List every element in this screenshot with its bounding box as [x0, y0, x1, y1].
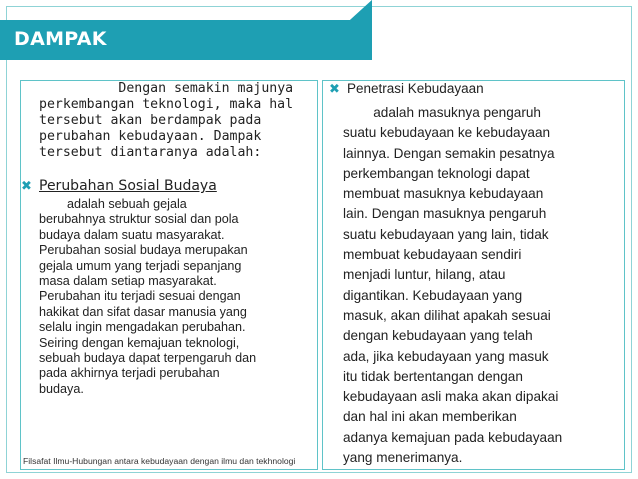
bullet-x-icon: ✖: [21, 179, 32, 194]
left-column: [20, 80, 318, 470]
bullet-x-icon: ✖: [329, 82, 340, 97]
slide-title: DAMPAK: [14, 28, 107, 50]
perubahan-body-text: adalah sebuah gejala berubahnya struktur sosial dan pola budaya dalam suatu masyarakat. Perubahan sosial budaya merupakan gejala umum yang terjadi sepanjang masa dalam setiap masyarakat. Perubahan itu terjadi sesuai dengan hakikat dan sifat dasar manusia yang selalu ingin mengadakan perubahan. Seiring dengan kemajuan teknologi, sebuah budaya dapat terpengaruh dan pada akhirnya terjadi perubahan budaya.: [39, 197, 257, 396]
penetrasi-body-text: adalah masuknya pengaruh suatu kebudayaan ke kebudayaan lainnya. Dengan semakin pesatnya perkembangan teknologi dapat membuat masuknya kebudayaan lain. Dengan masuknya pengaruh suatu kebudayaan yang lain, tidak membuat kebudayaan sendiri menjadi luntur, hilang, atau digantikan. Kebudayaan yang masuk, akan dilihat apakah sesuai dengan kebudayaan yang telah ada, jika kebudayaan yang masuk itu tidak bertentangan dengan kebudayaan asli maka akan dipakai dan hal ini akan memberikan adanya kemajuan pada kebudayaan yang menerimanya.: [343, 105, 563, 466]
right-column: [322, 80, 625, 470]
heading-penetrasi-kebudayaan: Penetrasi Kebudayaan: [347, 81, 484, 96]
intro-text: Dengan semakin majunya perkembangan teknologi, maka hal tersebut akan berdampak pada perubahan kebudayaan. Dampak tersebut diantaranya adalah:: [39, 81, 294, 160]
footer-text: Filsafat Ilmu-Hubungan antara kebudayaan dengan ilmu dan tekhnologi: [23, 456, 296, 466]
heading-perubahan-sosial-budaya: Perubahan Sosial Budaya: [39, 178, 217, 194]
